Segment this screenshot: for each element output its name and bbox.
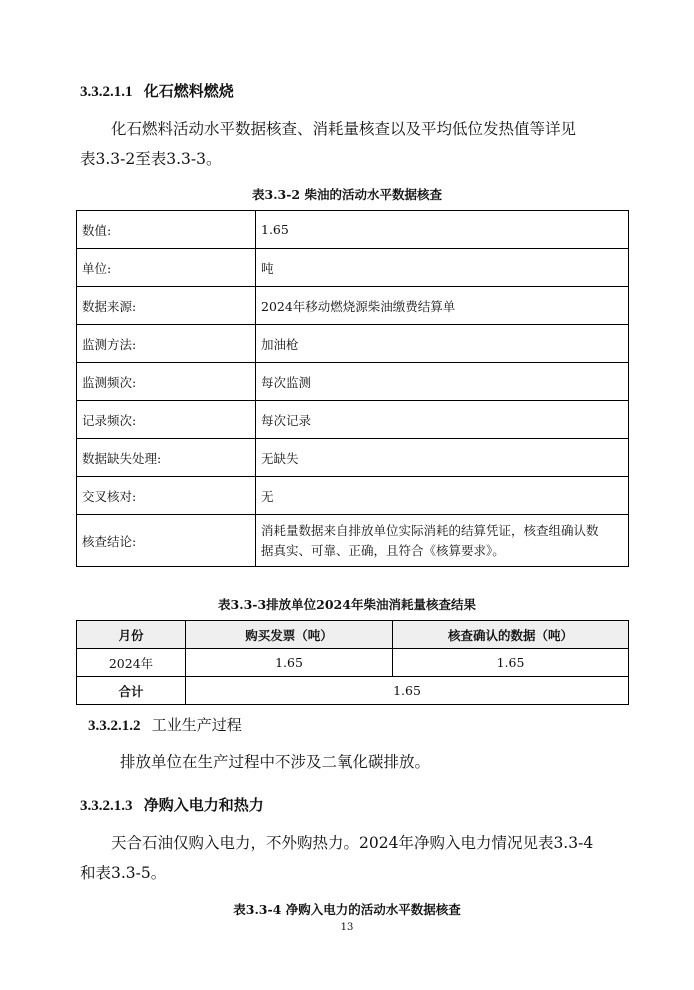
row-label: 数值: <box>77 211 256 249</box>
table-row <box>77 249 629 287</box>
row-label: 单位: <box>77 249 256 287</box>
total-value: 1.65 <box>186 677 629 705</box>
section-title: 净购入电力和热力 <box>143 796 264 814</box>
table-row <box>77 649 629 677</box>
row-value: 2024年移动燃烧源柴油缴费结算单 <box>256 287 629 325</box>
row-value-line: 据真实、可靠、正确，且符合《核算要求》。 <box>261 542 505 558</box>
row-value: 无缺失 <box>256 439 629 477</box>
table-row <box>77 439 629 477</box>
row-value <box>256 515 629 567</box>
row-label: 监测频次: <box>77 363 256 401</box>
diesel-consumption-table <box>76 620 629 705</box>
table-caption: 表3.3-2 柴油的活动水平数据核查 <box>252 187 442 202</box>
section-heading-industrial-process <box>88 714 242 735</box>
paragraph-line: 和表3.3-5。 <box>80 864 167 882</box>
table-cell: 2024年 <box>77 649 186 677</box>
table-caption: 表3.3-3排放单位2024年柴油消耗量核查结果 <box>218 597 476 612</box>
column-header: 核查确认的数据（吨） <box>393 621 629 649</box>
table-row <box>77 211 629 249</box>
row-label: 交叉核对: <box>77 477 256 515</box>
row-value: 加油枪 <box>256 325 629 363</box>
section-number: 3.3.2.1.1 <box>80 84 133 100</box>
row-value: 每次记录 <box>256 401 629 439</box>
table-total-row <box>77 677 629 705</box>
paragraph-line: 表3.3-2至表3.3-3。 <box>80 150 222 168</box>
row-label: 监测方法: <box>77 325 256 363</box>
section-heading-fossil-fuel <box>80 80 234 101</box>
table-row <box>77 515 629 567</box>
table-cell: 1.65 <box>186 649 393 677</box>
total-label: 合计 <box>77 677 186 705</box>
section-heading-electricity-heat <box>80 794 264 815</box>
table-cell: 1.65 <box>393 649 629 677</box>
row-value-line: 消耗量数据来自排放单位实际消耗的结算凭证，核查组确认数 <box>261 522 599 538</box>
table-header-row <box>77 621 629 649</box>
row-value: 1.65 <box>256 211 629 249</box>
row-value: 每次监测 <box>256 363 629 401</box>
table-row <box>77 363 629 401</box>
page-number: 13 <box>340 922 354 933</box>
row-value: 吨 <box>256 249 629 287</box>
row-value: 无 <box>256 477 629 515</box>
section-number: 3.3.2.1.2 <box>88 718 141 734</box>
row-label: 记录频次: <box>77 401 256 439</box>
table-row <box>77 401 629 439</box>
table-row <box>77 477 629 515</box>
paragraph-industrial-process: 排放单位在生产过程中不涉及二氧化碳排放。 <box>120 753 431 771</box>
column-header: 月份 <box>77 621 186 649</box>
column-header: 购买发票（吨） <box>186 621 393 649</box>
diesel-activity-table <box>76 210 629 567</box>
row-label: 数据缺失处理: <box>77 439 256 477</box>
row-label: 核查结论: <box>77 515 256 567</box>
paragraph-electricity-heat <box>80 828 640 888</box>
section-title: 化石燃料燃烧 <box>143 82 234 100</box>
table-caption: 表3.3-4 净购入电力的活动水平数据核查 <box>233 902 461 917</box>
paragraph-line: 化石燃料活动水平数据核查、消耗量核查以及平均低位发热值等详见 <box>111 120 577 138</box>
paragraph-line: 天合石油仅购入电力，不外购热力。2024年净购入电力情况见表3.3-4 <box>111 834 594 852</box>
table-row <box>77 287 629 325</box>
row-label: 数据来源: <box>77 287 256 325</box>
table-row <box>77 325 629 363</box>
paragraph-fossil-fuel <box>80 114 640 174</box>
section-title: 工业生产过程 <box>151 716 242 734</box>
section-number: 3.3.2.1.3 <box>80 798 133 814</box>
